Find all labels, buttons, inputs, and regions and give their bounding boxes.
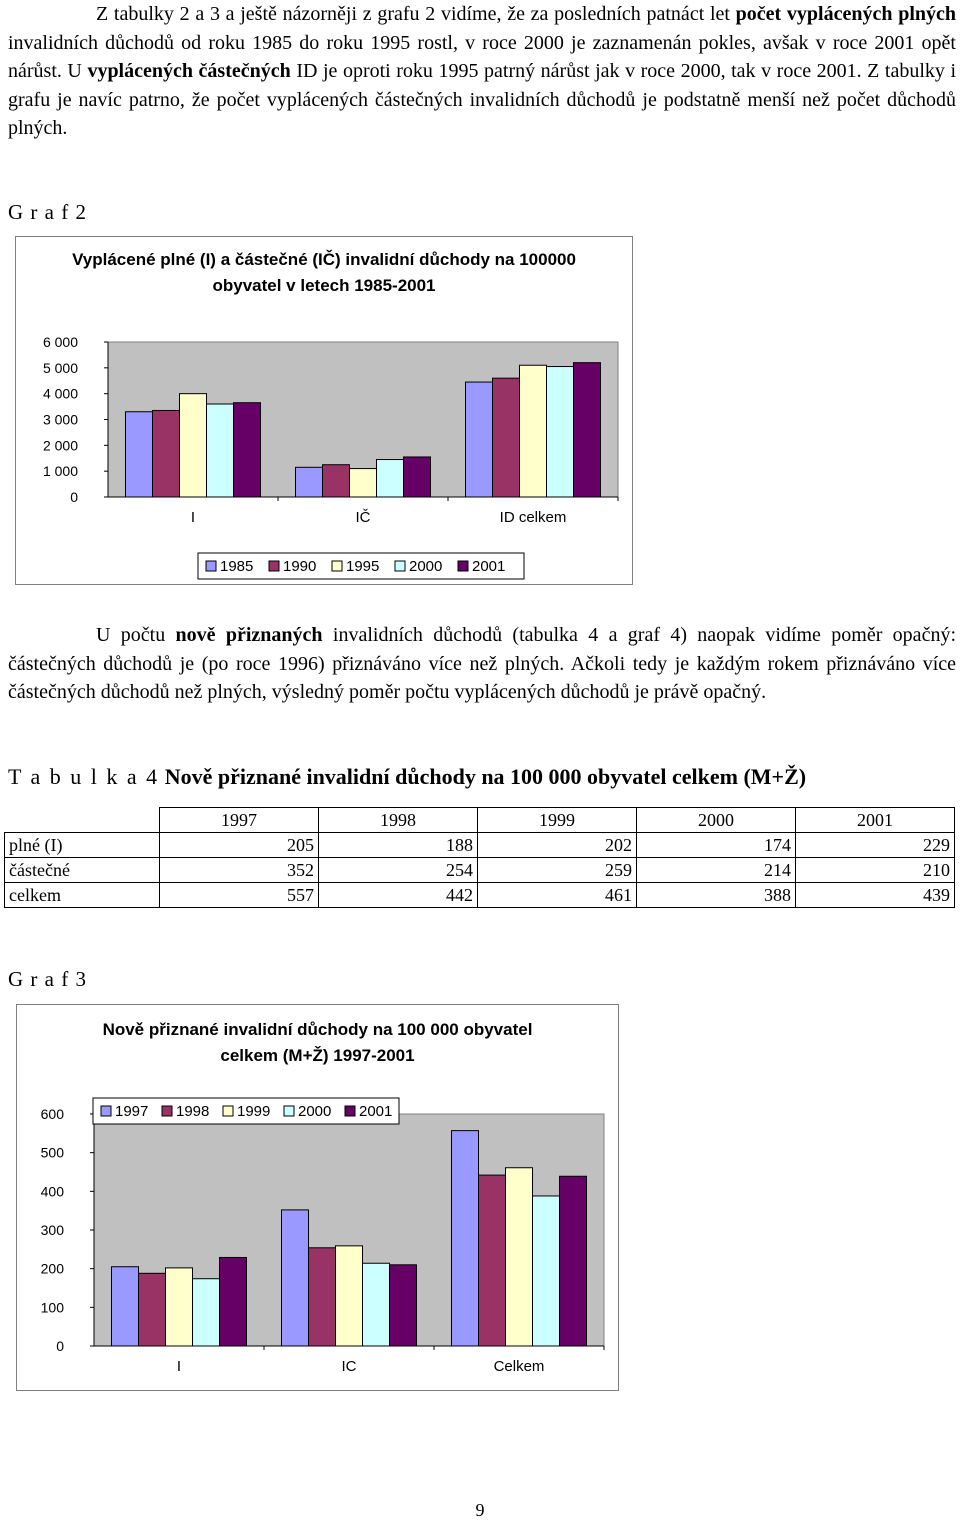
table-cell: 388: [637, 883, 796, 908]
table-cell: 202: [478, 833, 637, 858]
chart1-bar: [377, 460, 404, 497]
chart1-y-tick-label: 1 000: [42, 463, 78, 480]
chart1-bar: [520, 365, 547, 497]
table-cell: 205: [160, 833, 319, 858]
chart1-title: Vyplácené plné (I) a částečné (IČ) invalidní důchody na 100000 obyvatel v letech 1985-2001: [72, 250, 576, 295]
chart1-legend-swatch: [206, 561, 216, 571]
chart1-y-tick-label: 3 000: [42, 411, 78, 428]
table-header-1998: 1998: [319, 808, 478, 833]
chart1-category-label: I: [190, 509, 196, 526]
chart2-bar: [560, 1176, 587, 1346]
second-text-2: invalidních důchodů (tabulka 4 a graf 4) naopak vidíme poměr opačný: částečných důchodů je (po roce 1996) přiznáváno více než plných. Ačkoli tedy je každým rokem přiznáváno více částečných důchodů než plných, výsledný poměr počtu vyplácených důchodů je právě opačný.: [8, 624, 956, 703]
chart1-legend-label: 2000: [409, 558, 443, 575]
table-row-label: celkem: [5, 883, 160, 908]
chart1-legend-label: 1995: [346, 558, 380, 575]
chart1-bar: [493, 378, 520, 497]
intro-paragraph: [8, 0, 956, 143]
chart2-bar: [139, 1273, 166, 1346]
intro-text-2: invalidních důchodů od roku 1985 do roku 1995 rostl, v roce 2000 je zaznamenán pokles, avšak v roce 2001 opět nárůst. U: [8, 31, 956, 82]
chart1-bar: [350, 469, 377, 497]
chart2-legend-label: 1998: [176, 1103, 210, 1120]
chart2-legend-swatch: [162, 1106, 172, 1116]
table-cell: 210: [796, 858, 955, 883]
chart1-legend-swatch: [458, 561, 468, 571]
chart1-bar: [574, 363, 601, 497]
chart1-bar: [466, 382, 493, 497]
table-corner: [5, 808, 160, 833]
chart1-category-label: IČ: [355, 509, 371, 526]
table4-title: Nově přiznané invalidní důchody na 100 000 obyvatel celkem (M+Ž): [164, 764, 807, 789]
table4: [4, 807, 955, 908]
table-cell: 259: [478, 858, 637, 883]
graf2-label: G r a f 2: [8, 200, 87, 224]
table-cell: 188: [319, 833, 478, 858]
chart2-y-tick-label: 400: [40, 1183, 64, 1200]
chart1-bar: [126, 412, 153, 497]
chart2-legend-label: 1999: [237, 1103, 271, 1120]
table-header-1999: 1999: [478, 808, 637, 833]
chart1-bar: [404, 457, 431, 497]
chart1-bar: [180, 394, 207, 497]
chart1-y-tick-label: 4 000: [42, 385, 78, 402]
chart2-bar: [166, 1268, 193, 1346]
chart2-bar: [533, 1196, 560, 1346]
intro-text-3: ID je oproti roku 1995 patrný nárůst jak v roce 2000, tak v roce 2001. Z tabulky i grafu je navíc patrno, že počet vyplácených částečných invalidních důchodů je podstatně menší než počet důchodů plných.: [8, 60, 957, 139]
chart2-category-label: IC: [341, 1358, 357, 1375]
chart2-y-tick-label: 200: [40, 1260, 64, 1277]
table-header-2000: 2000: [637, 808, 796, 833]
chart2-y-tick-label: 0: [56, 1338, 64, 1354]
chart1-y-tick-label: 5 000: [42, 359, 78, 376]
chart1-bar: [234, 403, 261, 497]
chart2-bar: [363, 1263, 390, 1346]
chart1-y-tick-label: 2 000: [42, 437, 78, 454]
table-cell: 439: [796, 883, 955, 908]
chart1-legend-label: 1985: [220, 558, 254, 575]
chart1-bar: [296, 467, 323, 497]
chart2-legend-swatch: [223, 1106, 233, 1116]
chart2-bar: [452, 1131, 479, 1346]
table-cell: 229: [796, 833, 955, 858]
chart2-bar: [220, 1257, 247, 1346]
chart2-y-tick-label: 600: [40, 1106, 64, 1122]
chart1-y-tick-label: 0: [70, 489, 78, 505]
chart1-svg: [16, 237, 632, 584]
chart2-title: Nově přiznané invalidní důchody na 100 000 obyvatel celkem (M+Ž) 1997-2001: [102, 1020, 533, 1065]
chart2-bar: [336, 1246, 363, 1346]
chart1-category-label: ID celkem: [499, 509, 567, 526]
chart1-bar: [323, 465, 350, 497]
chart2-legend-label: 2001: [359, 1103, 393, 1120]
page-number: 9: [475, 1500, 485, 1520]
chart1-legend-swatch: [395, 561, 405, 571]
chart1-legend-swatch: [332, 561, 342, 571]
table-cell: 254: [319, 858, 478, 883]
chart2-bar: [193, 1279, 220, 1346]
chart1-legend-label: 2001: [472, 558, 506, 575]
chart2-y-tick-label: 500: [40, 1144, 64, 1161]
table-cell: 352: [160, 858, 319, 883]
chart2-y-tick-label: 300: [40, 1222, 64, 1238]
chart2-legend-swatch: [345, 1106, 355, 1116]
chart2-bar: [479, 1175, 506, 1346]
second-paragraph: [8, 621, 956, 707]
second-text-1: U počtu: [96, 624, 166, 646]
chart2-bar: [282, 1210, 309, 1346]
table-cell: 557: [160, 883, 319, 908]
chart1-bar: [547, 367, 574, 497]
table-row: [5, 858, 955, 883]
table-header-2001: 2001: [796, 808, 955, 833]
chart1-y-tick-label: 6 000: [42, 334, 78, 350]
chart2-container: [16, 1004, 619, 1391]
intro-bold-1: počet vyplácených plných: [735, 3, 956, 25]
table-cell: 461: [478, 883, 637, 908]
chart2-legend-swatch: [101, 1106, 111, 1116]
chart2-svg: [17, 1005, 618, 1390]
chart1-container: [15, 236, 633, 585]
table4-heading: [8, 764, 806, 790]
chart1-bar: [207, 404, 234, 497]
chart2-legend-label: 1997: [115, 1103, 149, 1120]
chart2-bar: [309, 1248, 336, 1346]
table-cell: 174: [637, 833, 796, 858]
chart2-y-tick-label: 100: [40, 1299, 64, 1316]
chart2-bar: [390, 1265, 417, 1346]
chart1-bar: [153, 410, 180, 497]
intro-bold-2: vyplácených částečných: [87, 60, 291, 82]
chart2-category-label: Celkem: [493, 1358, 545, 1375]
graf3-label: G r a f 3: [8, 967, 87, 991]
table-header-row: [5, 808, 955, 833]
chart2-category-label: I: [176, 1358, 182, 1375]
table-cell: 214: [637, 858, 796, 883]
intro-text-1: Z tabulky 2 a 3 a ještě názorněji z grafu 2 vidíme, že za posledních patnáct let: [96, 3, 730, 25]
chart1-legend-swatch: [269, 561, 279, 571]
chart2-legend-label: 2000: [298, 1103, 332, 1120]
table-cell: 442: [319, 883, 478, 908]
chart2-bar: [506, 1168, 533, 1346]
table-header-1997: 1997: [160, 808, 319, 833]
table-row-label: plné (I): [5, 833, 160, 858]
table-row-label: částečné: [5, 858, 160, 883]
table-row: [5, 883, 955, 908]
chart1-legend-label: 1990: [283, 558, 317, 575]
table-row: [5, 833, 955, 858]
chart2-legend-swatch: [284, 1106, 294, 1116]
second-bold: nově přiznaných: [175, 624, 323, 646]
table4-label: T a b u l k a 4: [8, 764, 160, 789]
chart2-bar: [112, 1267, 139, 1346]
